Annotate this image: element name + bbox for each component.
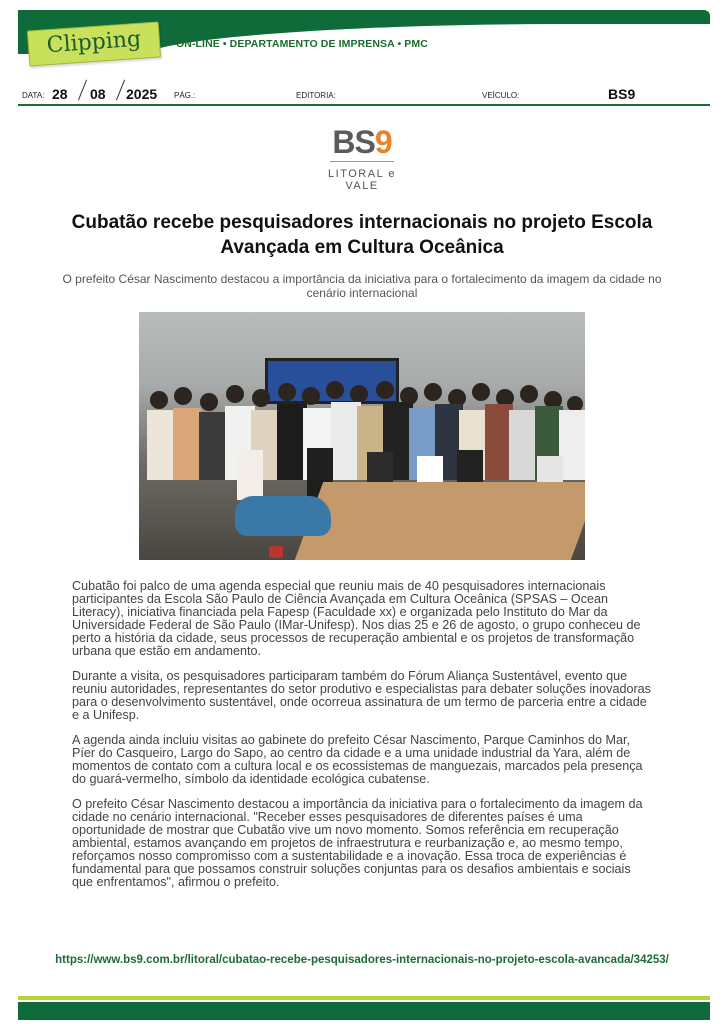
- date-day: 28: [52, 86, 68, 102]
- bs9-logo: [312, 124, 412, 192]
- article-body: [72, 580, 652, 901]
- logo-brand-part2: 9: [374, 124, 392, 160]
- article-subheadline: O prefeito César Nascimento destacou a importância da iniciativa para o fortalecimento da imagem da cidade no cenário internacional: [62, 272, 662, 300]
- editorial-label: EDITORIA:: [296, 91, 336, 100]
- logo-brand-part1: BS: [332, 124, 375, 160]
- footer-green-band: [18, 1002, 710, 1020]
- date-separator: [116, 80, 125, 101]
- vehicle-label: VEÍCULO:: [482, 91, 520, 100]
- article-paragraph: Cubatão foi palco de uma agenda especial que reuniu mais de 40 pesquisadores internacionais participantes da Escola São Paulo de Ciência Avançada em Cultura Oceânica (SPSAS – Ocean Literacy), iniciativa financiada pela Fapesp (Faculdade xx) e organizada pelo Instituto do Mar da Universidade Federal de São Paulo (IMar-Unifesp). Nos dias 25 e 26 de agosto, o grupo conheceu de perto a história da cidade, seus processos de recuperação ambiental e os projetos de transformação urbana que estão em andamento.: [72, 579, 641, 658]
- photo-table: [295, 482, 585, 560]
- group-photo: [139, 312, 585, 560]
- meta-divider: [18, 104, 710, 106]
- page-label: PÁG.:: [174, 91, 196, 100]
- article-paragraph: Durante a visita, os pesquisadores participaram também do Fórum Aliança Sustentável, evento que reuniu autoridades, representantes do setor produtivo e especialistas para debater soluções inovadoras para o desenvolvimento sustentável, onde ocorreua assinatura de um termo de parceria entre a cidade e a Unifesp.: [72, 669, 651, 722]
- photo-backpack: [235, 496, 331, 536]
- source-url-link[interactable]: https://www.bs9.com.br/litoral/cubatao-recebe-pesquisadores-internacionais-no-projeto-escola-avancada/34253/: [55, 954, 669, 966]
- date-label: DATA:: [22, 91, 45, 100]
- vehicle-value: BS9: [608, 86, 636, 102]
- clipping-tag-label: Clipping: [45, 26, 142, 59]
- logo-subtitle: LITORAL e VALE: [328, 168, 396, 192]
- article-paragraph: O prefeito César Nascimento destacou a importância da iniciativa para o fortalecimento da imagem da cidade no cenário internacional. "Receber esses pesquisadores de diferentes países é uma oportunidade de mostrar que Cubatão vive um novo momento. Somos referência em recuperação ambiental, estamos avançando em projetos de infraestrutura e reurbanização e, ao mesmo tempo, reforçamos nosso compromisso com a sustentabilidade e a inovação. Essa troca de experiências é fundamental para que possamos construir soluções conjuntas para os desafios ambientais e sociais que enfrentamos", afirmou o prefeito.: [72, 797, 643, 889]
- date-month: 08: [90, 86, 106, 102]
- article-paragraph: A agenda ainda incluiu visitas ao gabinete do prefeito César Nascimento, Parque Caminhos do Mar, Píer do Casqueiro, Largo do Sapo, ao centro da cidade e a uma unidade industrial da Yara, além de momentos de contato com a cultura local e os ecossistemas de manguezais, marcados pela presença do guará-vermelho, símbolo da identidade ecológica cubatense.: [72, 733, 643, 786]
- clipping-tag: [27, 21, 161, 66]
- date-year: 2025: [126, 86, 158, 102]
- footer-lime-band: [18, 996, 710, 1000]
- article-headline: Cubatão recebe pesquisadores internacionais no projeto Escola Avançada em Cultura Oceânica: [71, 212, 653, 258]
- department-label: ON-LINE • DEPARTAMENTO DE IMPRENSA • PMC: [176, 38, 428, 50]
- meta-row: [22, 85, 710, 105]
- logo-underline: [330, 161, 394, 162]
- photo-cup: [269, 546, 283, 558]
- date-separator: [78, 80, 87, 101]
